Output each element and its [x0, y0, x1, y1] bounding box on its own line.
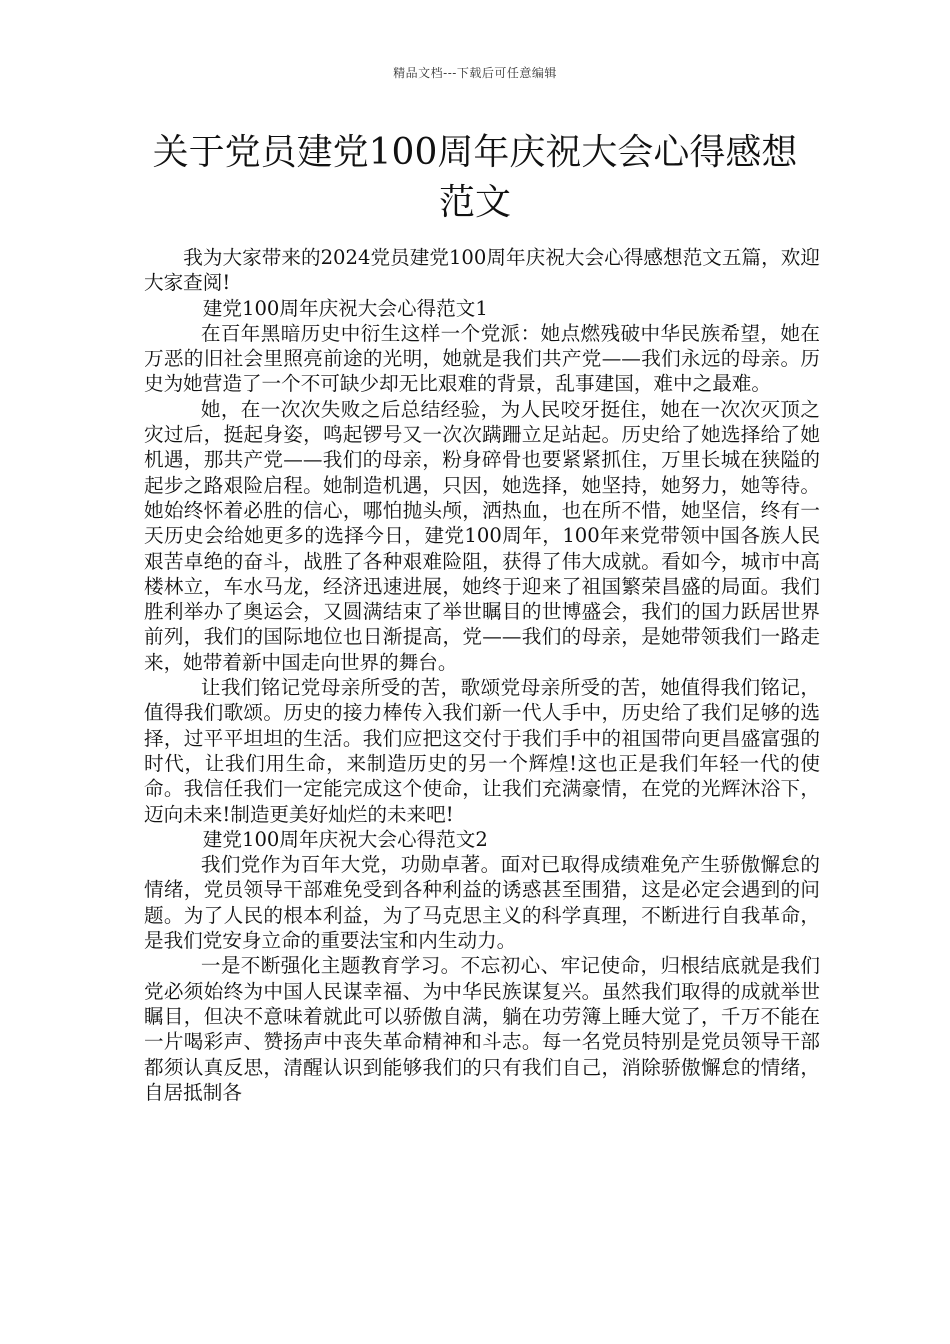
body-paragraph: 让我们铭记党母亲所受的苦，歌颂党母亲所受的苦，她值得我们铭记，值得我们歌颂。历史的接力棒传入我们新一代人手中，历史给了我们足够的选择，过平平坦坦的生活。我们应把这交付于我们手中的祖国带向更昌盛富强的时代，让我们用生命，来制造历史的另一个辉煌!这也正是我们年轻一代的使命。我信任我们一定能完成这个使命，让我们充满豪情，在党的光辉沐浴下，迈向未来!制造更美好灿烂的未来吧!	[144, 676, 820, 826]
document-body	[144, 245, 820, 1105]
header-note: 精品文档---下载后可任意编辑	[393, 66, 557, 80]
body-paragraph: 我们党作为百年大党，功勋卓著。面对已取得成绩难免产生骄傲懈怠的情绪，党员领导干部难免受到各种利益的诱惑甚至围猎，这是必定会遇到的问题。为了人民的根本利益，为了马克思主义的科学真理，不断进行自我革命，是我们党安身立命的重要法宝和内生动力。	[144, 853, 820, 953]
section-heading: 建党100周年庆祝大会心得范文1	[202, 296, 488, 320]
body-paragraph: 在百年黑暗历史中衍生这样一个党派：她点燃残破中华民族希望，她在万恶的旧社会里照亮前途的光明，她就是我们共产党——我们永远的母亲。历史为她营造了一个不可缺少却无比艰难的背景，乱事建国，难中之最难。	[144, 321, 820, 396]
section-heading: 建党100周年庆祝大会心得范文2	[202, 827, 488, 851]
document-title: 关于党员建党100周年庆祝大会心得感想范文	[152, 132, 798, 223]
intro-paragraph: 我为大家带来的2024党员建党100周年庆祝大会心得感想范文五篇，欢迎大家查阅!	[144, 246, 820, 295]
body-paragraph: 一是不断强化主题教育学习。不忘初心、牢记使命，归根结底就是我们党必须始终为中国人民谋幸福、为中华民族谋复兴。虽然我们取得的成就举世瞩目，但决不意味着就此可以骄傲自满，躺在功劳簿上睡大觉了，千万不能在一片喝彩声、赞扬声中丧失革命精神和斗志。每一名党员特别是党员领导干部都须认真反思，清醒认识到能够我们的只有我们自己，消除骄傲懈怠的情绪，自居抵制各	[144, 954, 820, 1104]
body-paragraph: 她，在一次次失败之后总结经验，为人民咬牙挺住，她在一次次灭顶之灾过后，挺起身姿，鸣起锣号又一次次蹒跚立足站起。历史给了她选择给了她机遇，那共产党——我们的母亲，粉身碎骨也要紧紧抓住，万里长城在狭隘的起步之路艰险启程。她制造机遇，只因，她选择，她坚持，她努力，她等待。她始终怀着必胜的信心，哪怕抛头颅，洒热血，也在所不惜，她坚信，终有一天历史会给她更多的选择今日，建党100周年，100年来党带领中国各族人民艰苦卓绝的奋斗，战胜了各种艰难险阻，获得了伟大成就。看如今，城市中高楼林立，车水马龙，经济迅速进展，她终于迎来了祖国繁荣昌盛的局面。我们胜利举办了奥运会，又圆满结束了举世瞩目的世博盛会，我们的国力跃居世界前列，我们的国际地位也日渐提高，党——我们的母亲，是她带领我们一路走来，她带着新中国走向世界的舞台。	[144, 397, 820, 674]
